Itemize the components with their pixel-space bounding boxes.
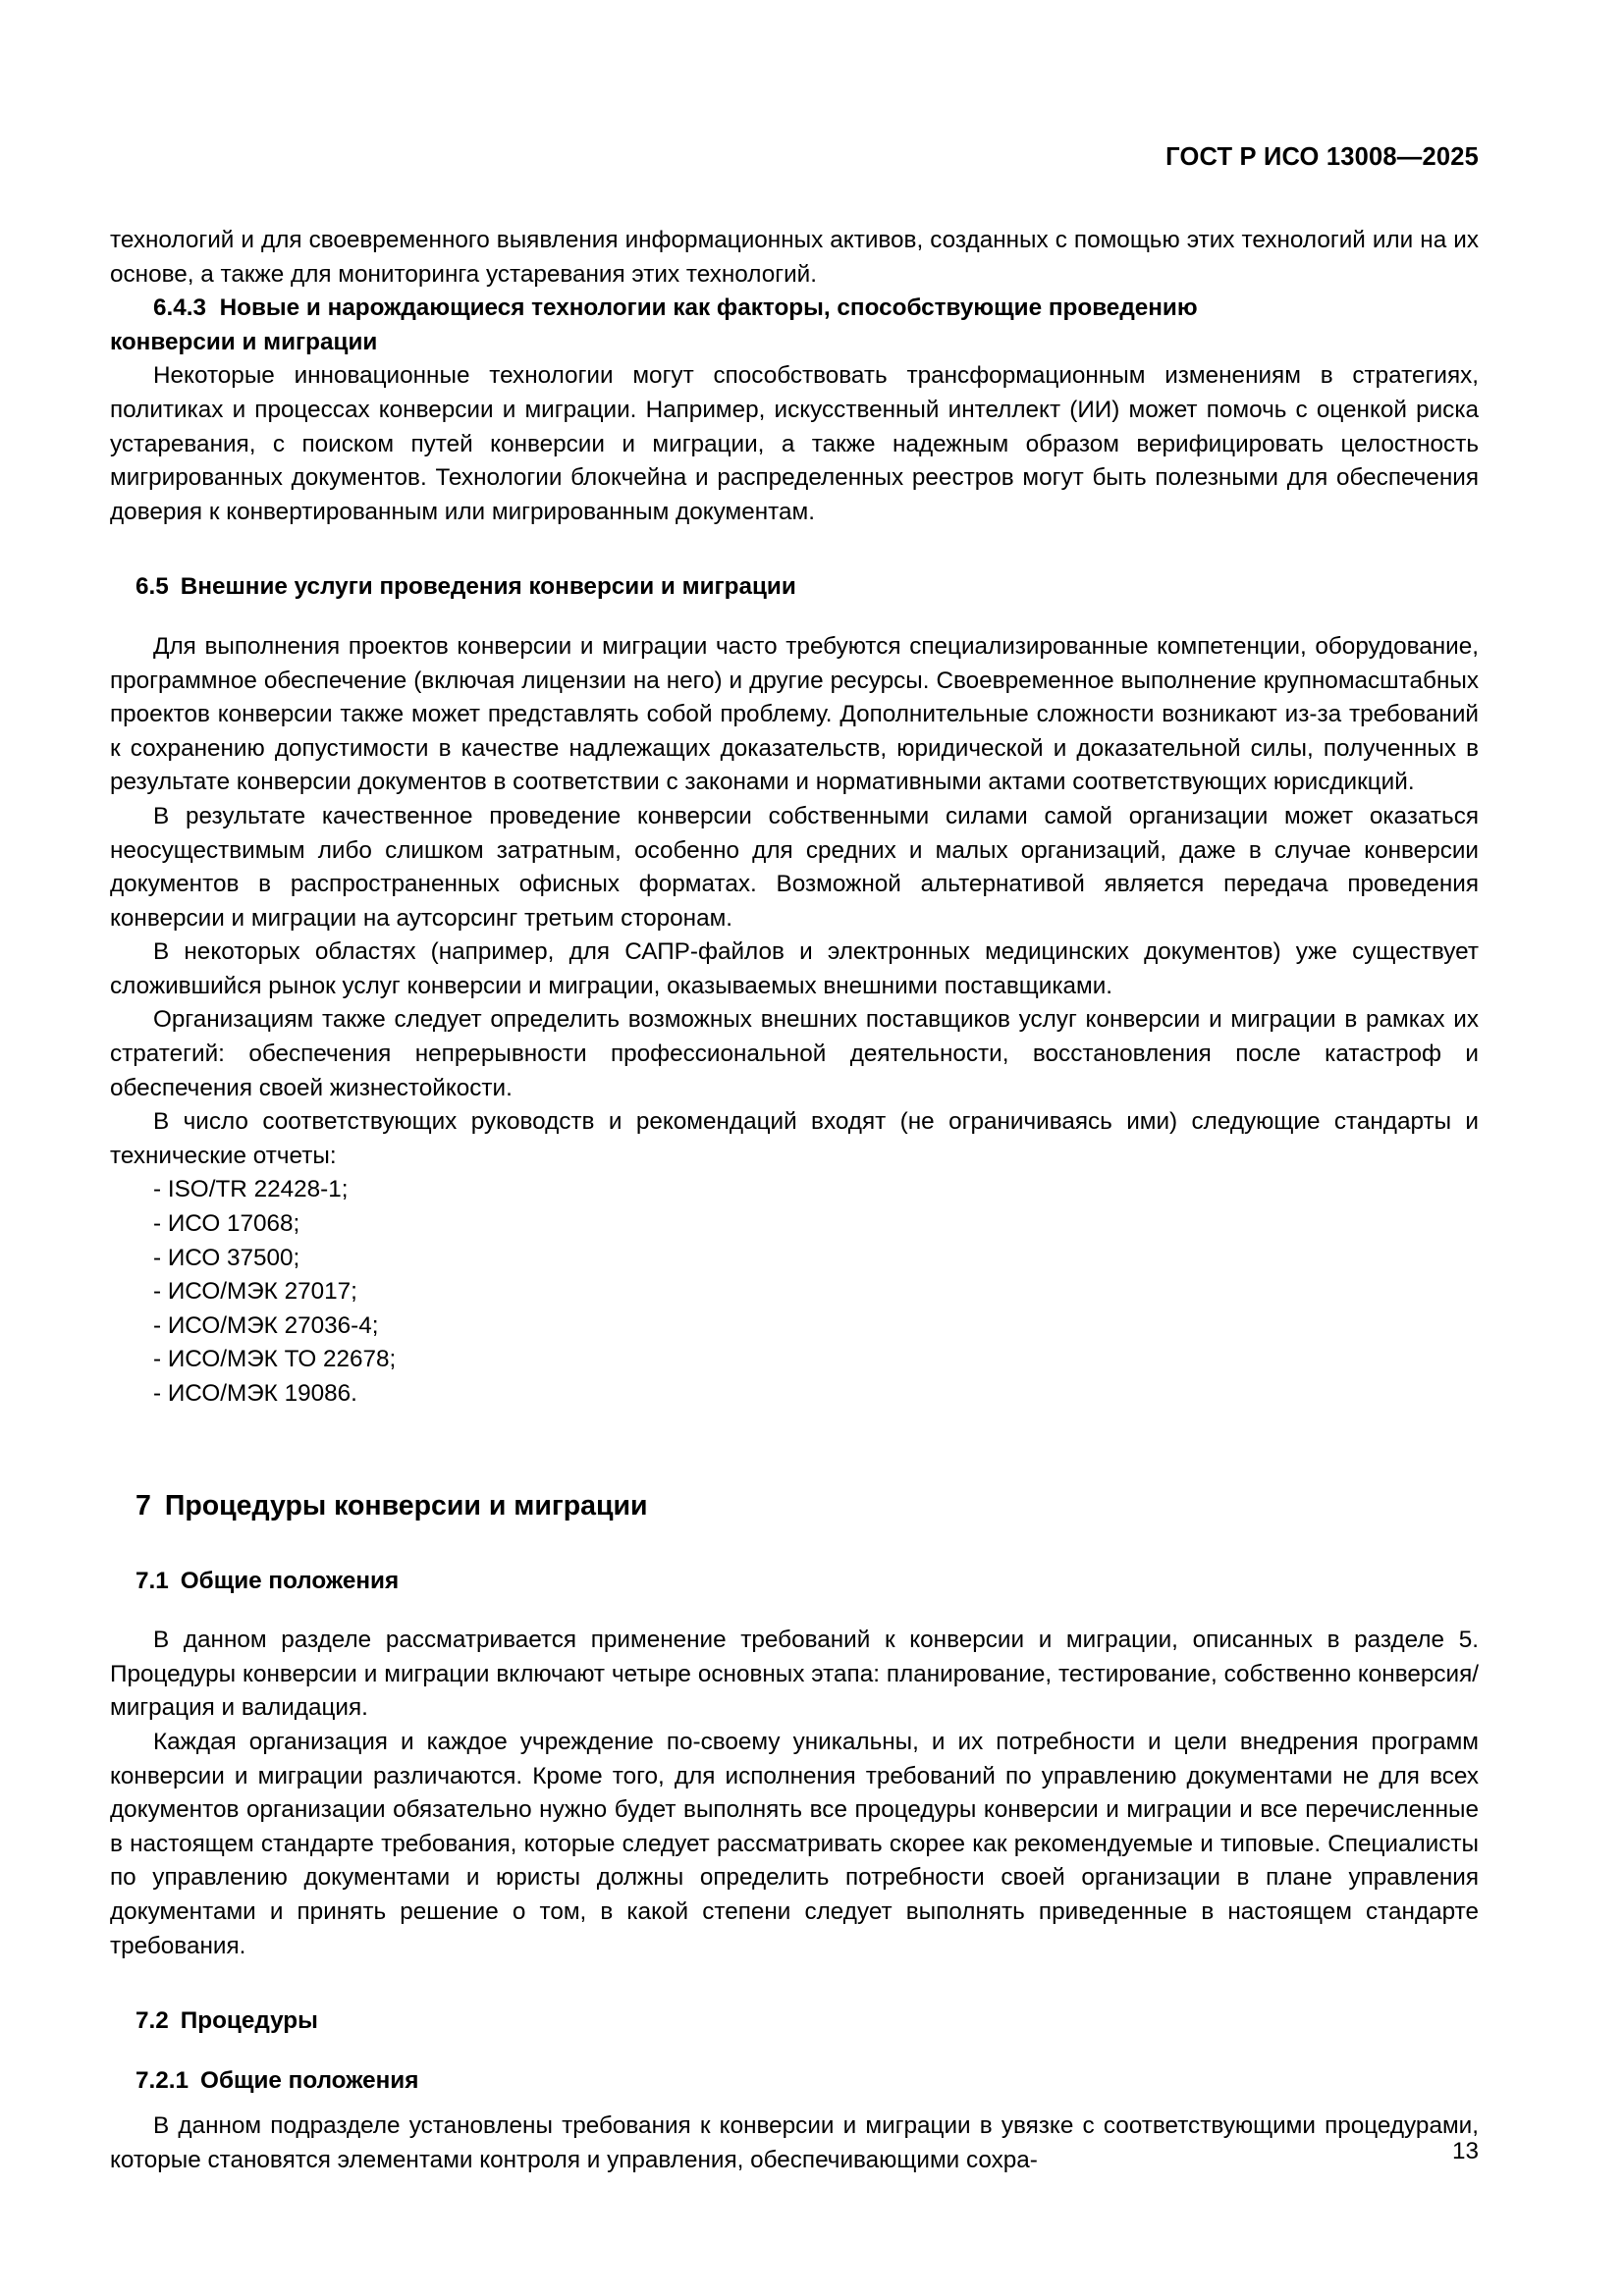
clause-6-5-paragraph-3: В некоторых областях (например, для САПР-файлов и электронных медицинских документов) уже существует сложившийся рынок услуг конверсии и миграции, оказываемых внешними поставщиками. <box>110 938 1479 999</box>
clause-6-5-paragraph-2: В результате качественное проведение конверсии собственными силами самой организации может оказаться неосуществимым либо слишком затратным, особенно для средних и малых организаций, даже в случае конверсии документов в распространенных офисных форматах. Возможной альтернативой является передача проведения конверсии и миграции на аутсорсинг третьим сторонам. <box>110 802 1479 932</box>
clause-7-2-1-heading <box>135 2064 1479 2099</box>
clause-7-2-1-number: 7.2.1 <box>135 2066 189 2094</box>
spacer <box>110 1523 1479 1565</box>
list-item: - ИСО 17068; <box>153 1210 300 1238</box>
section-7-heading <box>135 1488 1479 1523</box>
spacer <box>110 1412 1479 1488</box>
standards-list <box>110 1173 1479 1411</box>
clause-7-1-number: 7.1 <box>135 1567 169 1594</box>
list-item: - ИСО 37500; <box>153 1244 300 1271</box>
clause-7-2-1-title: Общие положения <box>200 2066 419 2094</box>
clause-6-4-3-title-line1: Новые и нарождающиеся технологии как факторы, способствующие проведению <box>219 294 1198 322</box>
clause-6-5-heading <box>135 570 1479 605</box>
running-header-standard-title: ГОСТ Р ИСО 13008—2025 <box>1165 143 1479 171</box>
spacer <box>110 2098 1479 2109</box>
clause-6-5-paragraph-1: Для выполнения проектов конверсии и миграции часто требуются специализированные компетенции, оборудование, программное обеспечение (включая лицензии на него) и другие ресурсы. Своевременное выполнение крупномасштабных проектов конверсии также может представлять собой проблему. Дополнительные сложности возникают из-за требований к сохранению допустимости в качестве надлежащих доказательств, юридической и доказательной силы, полученных в результате конверсии документов в соответствии с законами и нормативными актами соответствующих юрисдикций. <box>110 632 1479 796</box>
clause-6-4-3-title-line2: конверсии и миграции <box>110 328 378 355</box>
clause-7-1-title: Общие положения <box>180 1567 400 1594</box>
section-7-number: 7 <box>135 1489 151 1522</box>
continued-paragraph: технологий и для своевременного выявления информационных активов, созданных с помощью этих технологий или на их основе, а также для мониторинга устаревания этих технологий. <box>110 227 1479 288</box>
spacer <box>110 1963 1479 2004</box>
clause-7-2-1-paragraph: В данном подразделе установлены требования к конверсии и миграции в увязке с соответствующими процедурами, которые становятся элементами контроля и управления, обеспечивающими сохра- <box>110 2112 1479 2173</box>
clause-6-4-3-paragraph: Некоторые инновационные технологии могут способствовать трансформационным изменениям в стратегиях, политиках и процессах конверсии и миграции. Например, искусственный интеллект (ИИ) может помочь с оценкой риска устаревания, с поиском путей конверсии и миграции, а также надежным образом верифицировать целостность мигрированных документов. Технологии блокчейна и распределенных реестров могут быть полезными для обеспечения доверия к конвертированным или мигрированным документам. <box>110 362 1479 525</box>
clause-7-2-heading <box>135 2004 1479 2039</box>
clause-6-5-number: 6.5 <box>135 573 169 601</box>
clause-7-1-heading <box>135 1565 1479 1599</box>
clause-6-5-title: Внешние услуги проведения конверсии и миграции <box>180 573 796 601</box>
spacer <box>110 605 1479 630</box>
clause-6-4-3-heading <box>110 292 1479 359</box>
section-7-title: Процедуры конверсии и миграции <box>164 1489 648 1522</box>
list-item: - ISO/TR 22428-1; <box>153 1176 349 1203</box>
spacer <box>110 2039 1479 2064</box>
clause-7-2-title: Процедуры <box>180 2007 318 2035</box>
spacer <box>110 1598 1479 1624</box>
clause-7-1-paragraph-1: В данном разделе рассматривается применение требований к конверсии и миграции, описанных в разделе 5. Процедуры конверсии и миграции включают четыре основных этапа: планирование, тестирование, собственно конверсия/миграция и валидация. <box>110 1627 1479 1722</box>
clause-6-5-paragraph-4: Организациям также следует определить возможных внешних поставщиков услуг конверсии и миграции в рамках их стратегий: обеспечения непрерывности профессиональной деятельности, восстановления после катастроф и обеспечения своей жизнестойкости. <box>110 1006 1479 1101</box>
list-item: - ИСО/МЭК 19086. <box>153 1380 357 1407</box>
list-item: - ИСО/МЭК 27017; <box>153 1278 357 1306</box>
page-number: 13 <box>1451 2137 1479 2164</box>
clause-7-1-paragraph-2: Каждая организация и каждое учреждение по-своему уникальны, и их потребности и цели внедрения программ конверсии и миграции различаются. Кроме того, для исполнения требований по управлению документами не для всех документов организации обязательно нужно будет выполнять все процедуры конверсии и миграции и все перечисленные в настоящем стандарте требования, которые следует рассматривать скорее как рекомендуемые и типовые. Специалисты по управлению документами и юристы должны определить потребности своей организации в плане управления документами и принять решение о том, в какой степени следует выполнять приведенные в настоящем стандарте требования. <box>110 1728 1479 1959</box>
clause-6-4-3-number: 6.4.3 <box>153 294 207 322</box>
clause-7-2-number: 7.2 <box>135 2007 169 2035</box>
list-item: - ИСО/МЭК ТО 22678; <box>153 1346 397 1373</box>
spacer <box>110 529 1479 570</box>
clause-6-5-paragraph-5: В число соответствующих руководств и рекомендаций входят (не ограничиваясь ими) следующие стандарты и технические отчеты: <box>110 1108 1479 1169</box>
list-item: - ИСО/МЭК 27036-4; <box>153 1311 379 1339</box>
page-content <box>110 224 1479 2178</box>
